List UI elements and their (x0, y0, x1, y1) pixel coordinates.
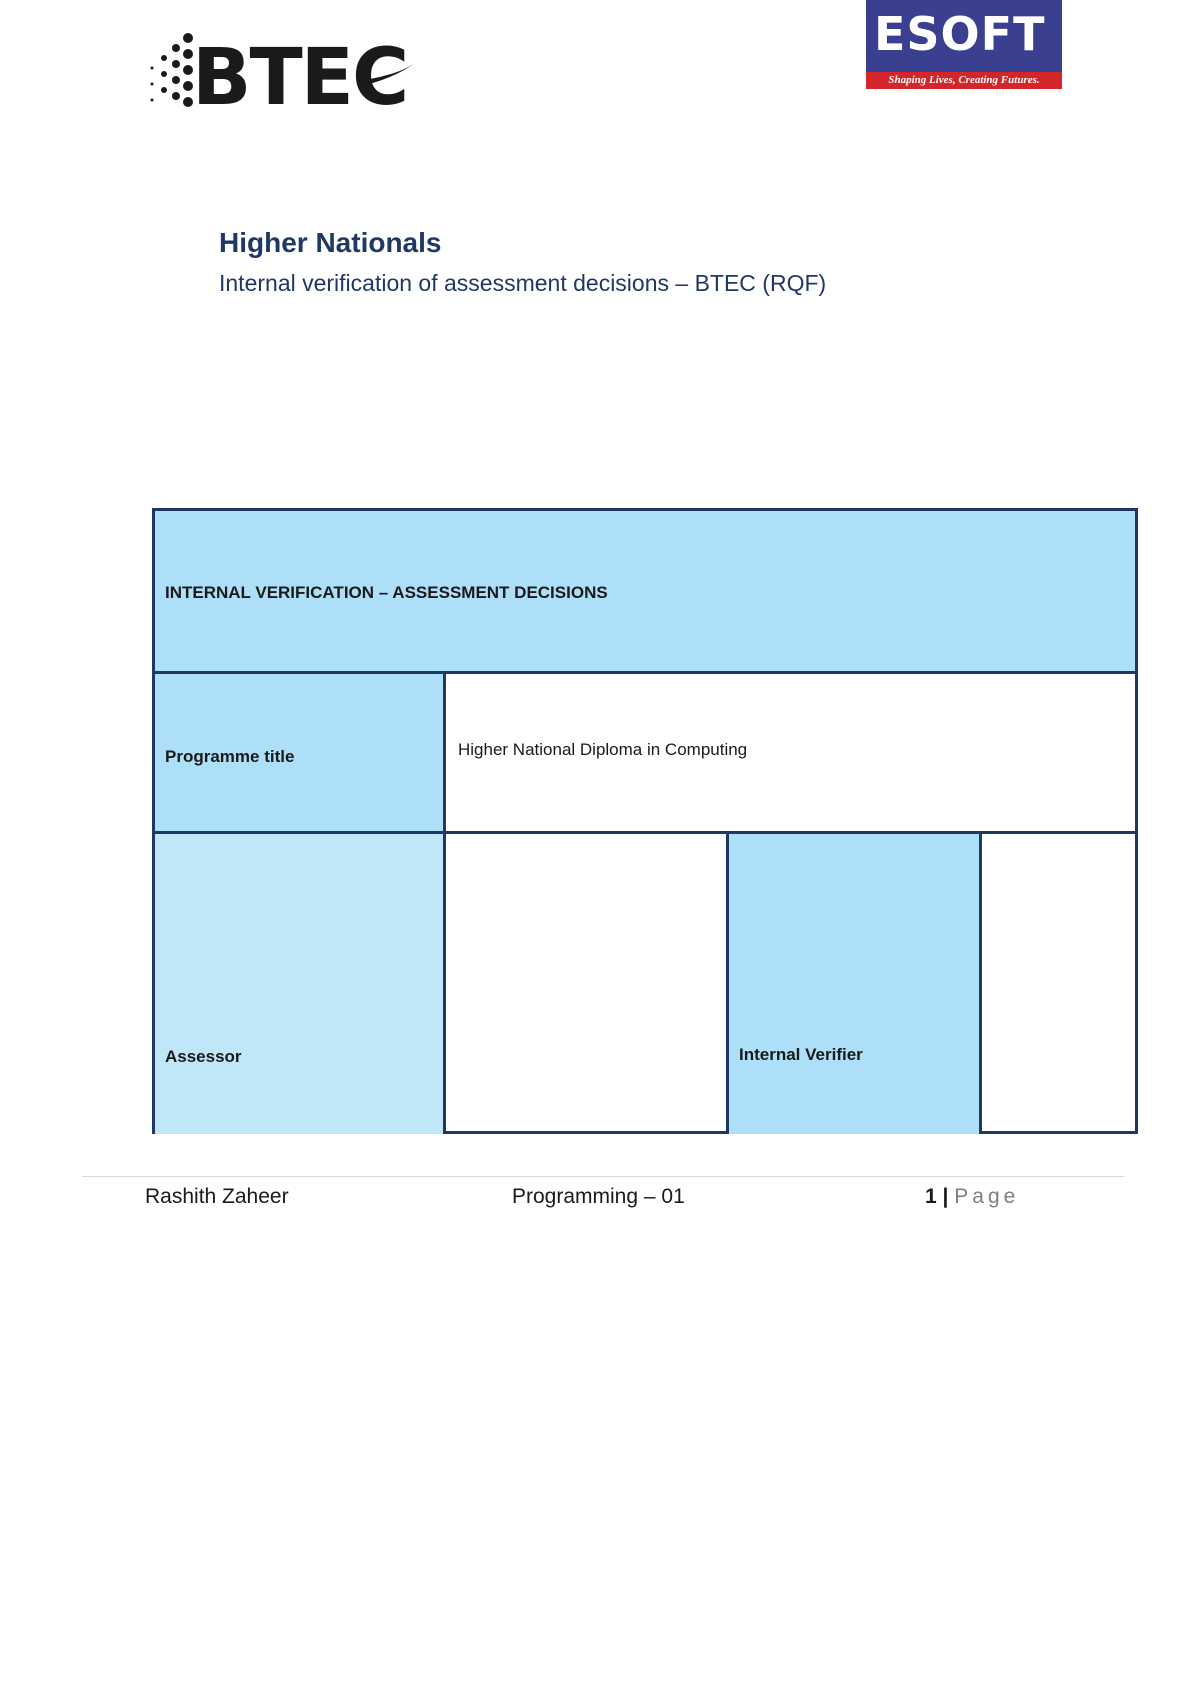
footer-divider (82, 1176, 1124, 1177)
assessor-label: Assessor (165, 1047, 242, 1066)
table-heading-cell (155, 511, 1135, 671)
internal-verifier-value-cell[interactable] (982, 834, 1135, 1134)
assessor-value-cell[interactable] (446, 834, 726, 1134)
footer-page-word: Page (954, 1185, 1020, 1208)
verification-table (152, 508, 1138, 1134)
assessor-label-cell (155, 834, 443, 1134)
internal-verifier-label: Internal Verifier (739, 1045, 863, 1064)
table-rule (979, 831, 982, 1134)
esoft-logo (866, 0, 1062, 89)
footer-page-number: 1 (925, 1185, 937, 1208)
footer-page-indicator (925, 1183, 1019, 1211)
document-title: Higher Nationals (219, 227, 442, 258)
footer-module: Programming – 01 (512, 1185, 685, 1208)
programme-title-label: Programme title (165, 747, 295, 766)
internal-verifier-label-cell (729, 834, 979, 1134)
table-heading: INTERNAL VERIFICATION – ASSESSMENT DECISIONS (165, 583, 608, 602)
table-rule (726, 831, 729, 1134)
table-rule (155, 831, 1135, 834)
esoft-tagline: Shaping Lives, Creating Futures. (888, 74, 1040, 86)
esoft-logo-text: ESOFT (874, 7, 1046, 61)
document-subtitle: Internal verification of assessment decisions – BTEC (RQF) (219, 270, 827, 296)
table-rule (443, 674, 446, 1134)
programme-title-value: Higher National Diploma in Computing (458, 740, 748, 759)
programme-title-label-cell (155, 674, 443, 831)
btec-swoosh-icon (142, 24, 422, 123)
footer-author: Rashith Zaheer (145, 1185, 289, 1208)
btec-logo (142, 24, 422, 123)
footer-separator: | (942, 1185, 949, 1208)
btec-logo-text: BTEC (192, 33, 408, 123)
programme-title-value-cell[interactable] (446, 674, 1135, 831)
table-rule (155, 671, 1135, 674)
